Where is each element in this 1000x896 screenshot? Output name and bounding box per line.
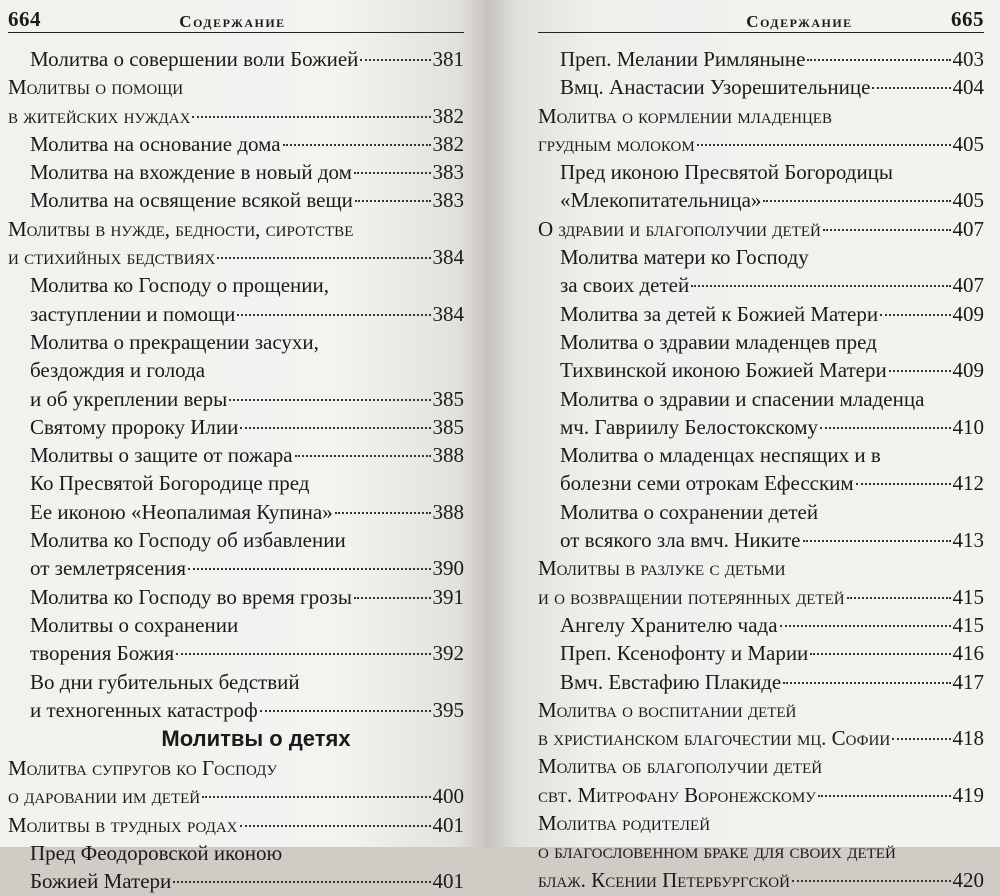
toc-entry-text: Молитва о здравии и спасении младенца [560, 386, 925, 411]
toc-page-number: 400 [432, 784, 464, 809]
dot-leader [820, 427, 950, 429]
dot-leader [818, 795, 951, 797]
dot-leader [354, 597, 430, 599]
toc-entry-text: Молитва ко Господу об избавлении [30, 528, 346, 553]
dot-leader [803, 540, 951, 542]
toc-page-number: 418 [952, 726, 984, 751]
toc-page-number: 405 [952, 188, 984, 213]
toc-entry [538, 300, 984, 328]
toc-entry-text: Молитва за детей к Божией Матери [560, 301, 879, 326]
toc-entry [538, 215, 984, 243]
toc-page-number: 392 [432, 641, 464, 666]
toc-entry-text: и стихийных бедствиях [8, 245, 216, 270]
left-page-number: 664 [8, 7, 41, 31]
toc-entry [8, 839, 464, 867]
toc-entry-text: Молитва ко Господу о прощении, [30, 273, 330, 298]
toc-entry [8, 554, 464, 582]
toc-entry [538, 73, 984, 101]
dot-leader [176, 653, 430, 655]
toc-entry-text: Молитвы о сохранении [30, 612, 239, 637]
toc-entry-text: Ко Пресвятой Богородице пред [30, 471, 310, 496]
toc-entry-text: Молитва родителей [538, 811, 711, 836]
toc-entry [538, 809, 984, 837]
left-toc-entries-after [8, 754, 464, 895]
toc-entry-text: Во дни губительных бедствий [30, 669, 300, 694]
toc-page-number: 413 [952, 528, 984, 553]
toc-entry [8, 102, 464, 130]
toc-entry-text: Молитва о прекращении засухи, [30, 329, 319, 354]
right-page-header [538, 0, 984, 33]
toc-entry-text: свт. Митрофану Воронежскому [538, 782, 816, 807]
dot-leader [202, 796, 430, 798]
toc-entry [538, 526, 984, 554]
toc-entry [538, 130, 984, 158]
toc-entry [8, 413, 464, 441]
toc-entry [538, 781, 984, 809]
toc-entry [8, 356, 464, 384]
toc-entry [8, 45, 464, 73]
toc-entry [8, 611, 464, 639]
dot-leader [872, 87, 950, 89]
dot-leader [807, 59, 950, 61]
toc-entry-text: Преп. Мелании Римляныне [560, 47, 806, 71]
toc-entry [8, 639, 464, 667]
toc-entry-text: Молитва на освящение всякой вещи [30, 188, 353, 213]
toc-entry-text: Божией Матери [30, 869, 172, 894]
toc-entry-text: О здравии и благополучии детей [538, 216, 821, 241]
toc-page-number: 382 [432, 103, 464, 128]
toc-page-number: 384 [432, 301, 464, 326]
toc-entry [8, 243, 464, 271]
toc-page-number: 416 [952, 641, 984, 666]
toc-entry [538, 271, 984, 299]
toc-entry-text: Молитва на основание дома [30, 131, 281, 156]
toc-entry-text: о даровании им детей [8, 784, 201, 809]
toc-entry-text: Молитва ко Господу во время грозы [30, 584, 353, 609]
toc-page-number: 382 [432, 131, 464, 156]
dot-leader [810, 653, 950, 655]
toc-entry-text: Ее иконою «Неопалимая Купина» [30, 499, 333, 524]
dot-leader [335, 512, 431, 514]
toc-page-number: 409 [952, 301, 984, 326]
dot-leader [847, 597, 951, 599]
toc-entry-text: от землетрясения [30, 556, 186, 581]
toc-entry [8, 811, 464, 839]
toc-page-number: 385 [432, 414, 464, 439]
toc-entry [8, 73, 464, 101]
toc-entry-text: Молитва супругов ко Господу [8, 756, 278, 781]
toc-entry-text: Молитва на вхождение в новый дом [30, 160, 352, 185]
toc-page-number: 407 [952, 216, 984, 241]
toc-page-number: 404 [952, 75, 984, 100]
toc-entry-text: блаж. Ксении Петербургской [538, 867, 790, 892]
toc-entry [8, 441, 464, 469]
dot-leader [240, 825, 431, 827]
dot-leader [360, 59, 430, 61]
toc-entry-text: Молитва о сохранении детей [560, 499, 819, 524]
dot-leader [237, 314, 430, 316]
toc-entry-text: творения Божия [30, 641, 175, 666]
toc-page-number: 385 [432, 386, 464, 411]
toc-entry [538, 752, 984, 780]
toc-entry-text: Пред Феодоровской иконою [30, 841, 283, 866]
toc-page-number: 388 [432, 499, 464, 524]
dot-leader [856, 483, 951, 485]
toc-page-number: 383 [432, 188, 464, 213]
right-page-number: 665 [950, 7, 984, 31]
toc-entry [8, 754, 464, 782]
toc-page-number: 383 [432, 160, 464, 185]
toc-page-number: 410 [952, 414, 984, 439]
toc-entry [538, 328, 984, 356]
right-header-title: Содержание [746, 12, 853, 31]
left-toc-entries [8, 45, 464, 724]
toc-entry [8, 782, 464, 810]
toc-entry-text: Молитвы в трудных родах [8, 812, 238, 837]
toc-entry [8, 498, 464, 526]
toc-entry-text: Молитва о воспитании детей [538, 697, 797, 722]
dot-leader [240, 427, 430, 429]
dot-leader [295, 455, 431, 457]
toc-page-number: 395 [432, 697, 464, 722]
toc-entry [538, 441, 984, 469]
toc-page-number: 420 [952, 867, 984, 892]
toc-page-number: 390 [432, 556, 464, 581]
toc-entry-text: Вмц. Анастасии Узорешительнице [560, 75, 871, 100]
toc-entry [8, 300, 464, 328]
toc-entry-text: заступлении и помощи [30, 301, 236, 326]
dot-leader [173, 881, 430, 883]
toc-entry-text: «Млекопитательница» [560, 188, 762, 213]
toc-page-number: 409 [952, 358, 984, 383]
dot-leader [792, 880, 951, 882]
toc-entry [538, 413, 984, 441]
toc-entry-text: о благословенном браке для своих детей [538, 839, 896, 864]
toc-entry-text: Молитвы о помощи [8, 75, 184, 100]
toc-entry [8, 328, 464, 356]
toc-page-number: 381 [432, 47, 464, 71]
toc-entry-text: Тихвинской иконою Божией Матери [560, 358, 887, 383]
toc-entry-text: Святому пророку Илии [30, 414, 239, 439]
toc-page-number: 388 [432, 443, 464, 468]
dot-leader [880, 314, 950, 316]
toc-entry [538, 356, 984, 384]
toc-entry [8, 385, 464, 413]
left-page [0, 0, 486, 894]
toc-page-number: 403 [952, 47, 984, 71]
toc-page-number: 419 [952, 782, 984, 807]
toc-page-number: 401 [432, 812, 464, 837]
toc-entry [538, 724, 984, 752]
left-page-header [8, 0, 464, 33]
toc-entry-text: Молитвы в нужде, бедности, сиротстве [8, 216, 354, 241]
dot-leader [354, 172, 431, 174]
toc-entry [8, 215, 464, 243]
toc-entry-text: Ангелу Хранителю чада [560, 612, 778, 637]
toc-entry-text: Молитва о совершении воли Божией [30, 47, 359, 71]
toc-entry [538, 639, 984, 667]
toc-page-number: 415 [952, 612, 984, 637]
toc-entry [8, 867, 464, 895]
toc-entry [538, 668, 984, 696]
dot-leader [260, 710, 431, 712]
toc-entry [8, 668, 464, 696]
left-header-title: Содержание [179, 12, 286, 31]
dot-leader [780, 625, 951, 627]
toc-entry [538, 866, 984, 894]
toc-entry-text: Молитва об благополучии детей [538, 754, 823, 779]
dot-leader [188, 568, 431, 570]
toc-page-number: 407 [952, 273, 984, 298]
toc-page-number: 415 [952, 584, 984, 609]
dot-leader [217, 257, 430, 259]
toc-page-number: 391 [432, 584, 464, 609]
toc-entry-text: в христианском благочестии мц. Софии [538, 726, 891, 751]
toc-page-number: 417 [952, 669, 984, 694]
toc-entry-text: Пред иконою Пресвятой Богородицы [560, 160, 894, 185]
toc-page-number: 384 [432, 245, 464, 270]
toc-page-number: 412 [952, 471, 984, 496]
dot-leader [823, 229, 951, 231]
dot-leader [697, 144, 951, 146]
toc-entry-text: Молитва о младенцах неспящих и в [560, 443, 881, 468]
toc-entry-text: в житейских нуждах [8, 103, 191, 128]
toc-entry [8, 469, 464, 497]
toc-entry-text: Молитва матери ко Господу [560, 245, 809, 270]
toc-entry-text: Молитва о здравии младенцев пред [560, 329, 877, 354]
toc-entry [8, 186, 464, 214]
toc-entry [538, 45, 984, 73]
dot-leader [355, 200, 431, 202]
toc-entry-text: за своих детей [560, 273, 690, 298]
toc-entry [538, 611, 984, 639]
toc-entry [538, 385, 984, 413]
toc-entry [538, 554, 984, 582]
dot-leader [889, 370, 951, 372]
toc-page-number: 405 [952, 131, 984, 156]
toc-entry [538, 696, 984, 724]
dot-leader [783, 682, 950, 684]
toc-entry [8, 526, 464, 554]
right-toc-entries [538, 45, 984, 894]
toc-page-number: 401 [432, 869, 464, 894]
toc-entry [8, 696, 464, 724]
toc-entry-text: и техногенных катастроф [30, 697, 258, 722]
dot-leader [229, 399, 430, 401]
toc-entry-text: и о возвращении потерянных детей [538, 584, 845, 609]
toc-entry-text: Вмч. Евстафию Плакиде [560, 669, 782, 694]
toc-entry-text: мч. Гавриилу Белостокскому [560, 414, 819, 439]
toc-entry-text: Преп. Ксенофонту и Марии [560, 641, 809, 666]
toc-entry [8, 583, 464, 611]
toc-entry [538, 102, 984, 130]
toc-entry-text: Молитвы о защите от пожара [30, 443, 293, 468]
dot-leader [763, 200, 950, 202]
toc-entry-text: грудным молоком [538, 131, 695, 156]
toc-entry-text: Молитва о кормлении младенцев [538, 103, 832, 128]
toc-entry [538, 837, 984, 865]
toc-entry [538, 498, 984, 526]
dot-leader [283, 144, 431, 146]
toc-entry [8, 130, 464, 158]
toc-entry [538, 469, 984, 497]
toc-entry-text: и об укреплении веры [30, 386, 228, 411]
toc-entry [8, 158, 464, 186]
dot-leader [892, 738, 950, 740]
toc-entry-text: от всякого зла вмч. Никите [560, 528, 801, 553]
toc-entry [8, 271, 464, 299]
right-page [486, 0, 1000, 892]
toc-entry-text: бездождия и голода [30, 358, 206, 383]
toc-entry [538, 243, 984, 271]
toc-entry [538, 158, 984, 186]
dot-leader [691, 285, 950, 287]
section-title: Молитвы о детях [161, 726, 351, 752]
toc-entry-text: Молитвы в разлуке с детьми [538, 556, 786, 581]
toc-entry [538, 583, 984, 611]
toc-entry-text: болезни семи отрокам Ефесским [560, 471, 854, 496]
dot-leader [192, 116, 430, 118]
toc-entry [538, 186, 984, 214]
